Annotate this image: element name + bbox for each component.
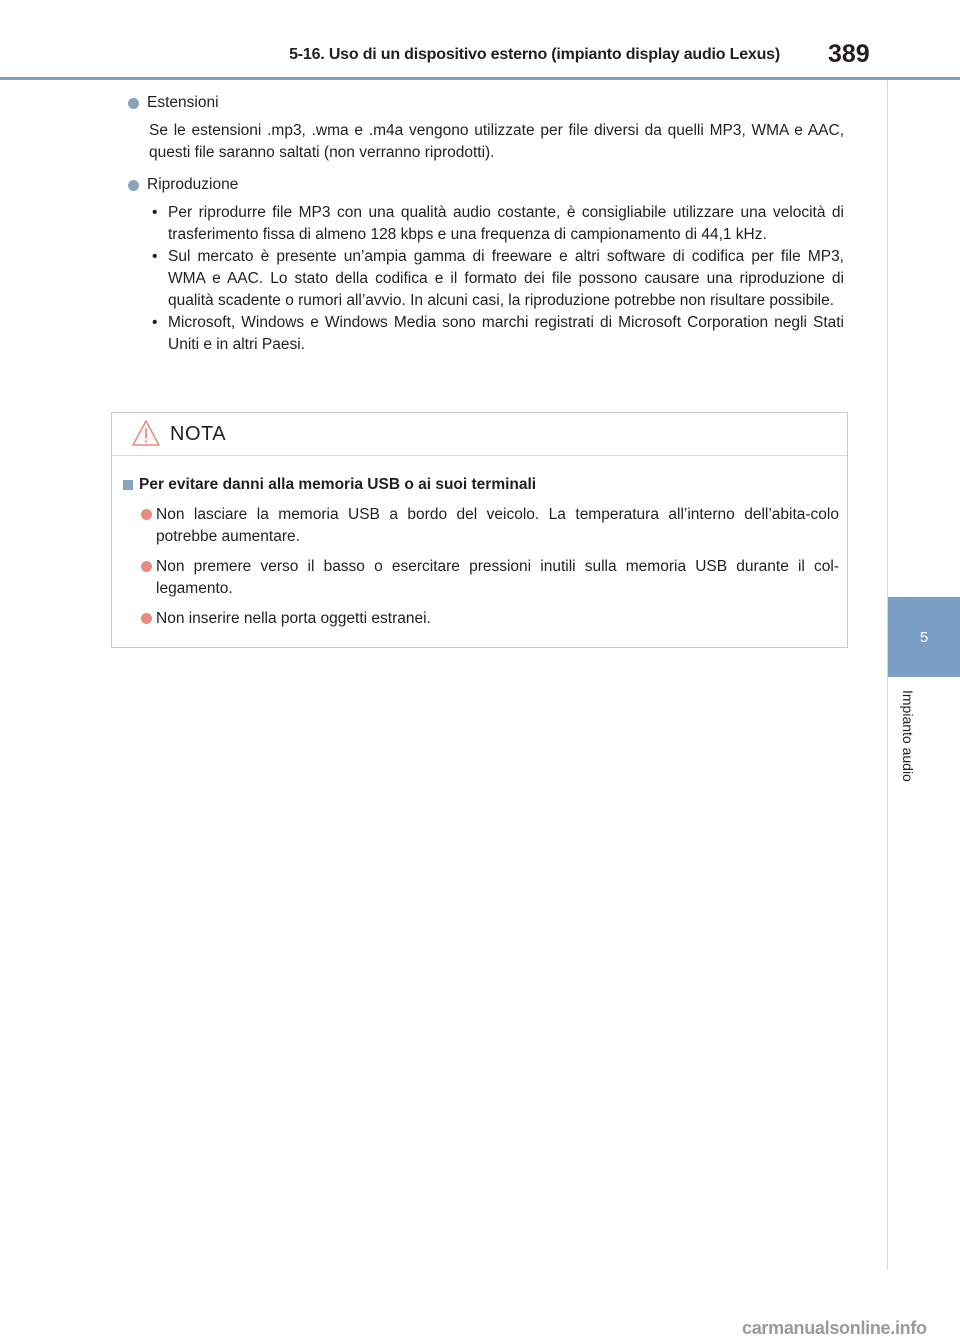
nota-item-text: Non premere verso il basso o esercitare pressioni inutili sulla memoria USB durante il col-legamento. (156, 558, 839, 597)
list-item (149, 202, 844, 246)
header-section-title: 5-16. Uso di un dispositivo esterno (impianto display audio Lexus) (289, 46, 780, 63)
nota-item (123, 608, 839, 630)
section-riproduzione (128, 174, 844, 356)
list-item (149, 246, 844, 312)
chapter-tab (888, 597, 960, 677)
list-item (149, 312, 844, 356)
nota-item-text: Non lasciare la memoria USB a bordo del veicolo. La temperatura all’interno dell’abita-colo potrebbe aumentare. (156, 506, 839, 545)
section-heading (128, 174, 844, 196)
chapter-number: 5 (919, 628, 929, 646)
sub-bullet-list (149, 202, 844, 356)
section-estensioni (128, 92, 844, 164)
nota-box (111, 412, 848, 648)
header-rule (0, 77, 960, 80)
square-bullet-icon (123, 480, 133, 490)
bullet-dot-icon (141, 613, 152, 624)
nota-item (123, 556, 839, 600)
bullet-dot-icon (128, 98, 139, 109)
section-text: Se le estensioni .mp3, .wma e .m4a vengono utilizzate per file diversi da quelli MP3, WMA e AAC, questi file saranno saltati (non verranno riprodotti). (149, 122, 844, 161)
bullet-dot-icon (141, 561, 152, 572)
section-title: Estensioni (147, 94, 219, 111)
nota-subheading (123, 474, 839, 496)
nota-title: NOTA (170, 423, 227, 445)
main-content (128, 92, 844, 356)
nota-body (112, 456, 847, 630)
watermark: carmanualsonline.info (742, 1318, 927, 1338)
sub-bullet-mark: • (152, 204, 158, 221)
section-title: Riproduzione (147, 176, 239, 193)
section-heading (128, 92, 844, 114)
warning-triangle-icon (131, 419, 161, 447)
page-number: 389 (828, 40, 870, 68)
nota-subtitle: Per evitare danni alla memoria USB o ai suoi terminali (139, 476, 537, 493)
list-item-text: Sul mercato è presente un’ampia gamma di freeware e altri software di codifica per file MP3, WMA e AAC. Lo stato della codifica e il formato dei file possono causare una riproduzione di qualità scadente o rumori all’avvio. In alcuni casi, la riproduzione potrebbe non risultare possibile. (168, 248, 844, 309)
bullet-dot-icon (141, 509, 152, 520)
nota-item (123, 504, 839, 548)
chapter-label: Impianto audio (900, 690, 916, 782)
sub-bullet-mark: • (152, 248, 158, 265)
sub-bullet-mark: • (152, 314, 158, 331)
list-item-text: Per riprodurre file MP3 con una qualità audio costante, è consigliabile utilizzare una velocità di trasferimento fissa di almeno 128 kbps e una frequenza di campionamento di 44,1 kHz. (168, 204, 844, 243)
list-item-text: Microsoft, Windows e Windows Media sono marchi registrati di Microsoft Corporation negli Stati Uniti e in altri Paesi. (168, 314, 844, 353)
bullet-dot-icon (128, 180, 139, 191)
nota-item-text: Non inserire nella porta oggetti estranei. (156, 610, 431, 627)
nota-header (112, 413, 847, 456)
